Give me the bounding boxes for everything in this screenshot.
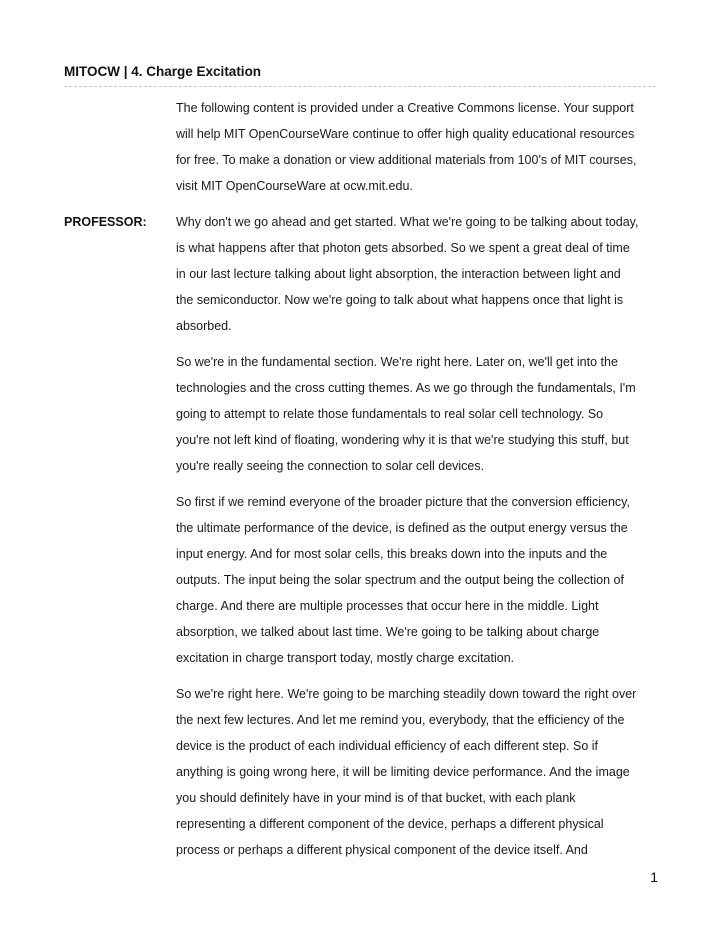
text-line: the next few lectures. And let me remind you, everybody, that the efficiency of the bbox=[176, 713, 625, 727]
page-header bbox=[64, 62, 656, 87]
text-line: absorbed. bbox=[176, 319, 232, 333]
paragraph bbox=[176, 349, 676, 479]
text-line: you should definitely have in your mind is of that bucket, with each plank bbox=[176, 791, 576, 805]
text-line: So we're in the fundamental section. We're right here. Later on, we'll get into the bbox=[176, 355, 618, 369]
document-title: MITOCW | 4. Charge Excitation bbox=[64, 64, 262, 79]
text-line: you're not left kind of floating, wondering why it is that we're studying this stuff, but bbox=[176, 433, 629, 447]
text-line: for free. To make a donation or view additional materials from 100's of MIT courses, bbox=[176, 153, 637, 167]
text-line: in our last lecture talking about light absorption, the interaction between light and bbox=[176, 267, 621, 281]
page-number: 1 bbox=[650, 869, 658, 885]
transcript-body bbox=[0, 95, 720, 873]
transcript-block bbox=[0, 681, 720, 863]
text-line: device is the product of each individual efficiency of each different step. So if bbox=[176, 739, 599, 753]
transcript-block bbox=[0, 209, 720, 339]
text-line: outputs. The input being the solar spectrum and the output being the collection of bbox=[176, 573, 624, 587]
paragraph bbox=[176, 209, 676, 339]
text-line: So we're right here. We're going to be marching steadily down toward the right over bbox=[176, 687, 637, 701]
header-divider bbox=[64, 86, 656, 87]
text-line: absorption, we talked about last time. We're going to be talking about charge bbox=[176, 625, 600, 639]
text-line: charge. And there are multiple processes that occur here in the middle. Light bbox=[176, 599, 599, 613]
text-line: going to attempt to relate those fundamentals to real solar cell technology. So bbox=[176, 407, 604, 421]
text-line: anything is going wrong here, it will be limiting device performance. And the image bbox=[176, 765, 630, 779]
text-line: will help MIT OpenCourseWare continue to offer high quality educational resources bbox=[176, 127, 635, 141]
text-line: technologies and the cross cutting themes. As we go through the fundamentals, I'm bbox=[176, 381, 636, 395]
speaker-label: PROFESSOR: bbox=[64, 215, 147, 229]
paragraph bbox=[176, 489, 676, 671]
text-line: process or perhaps a different physical component of the device itself. And bbox=[176, 843, 588, 857]
text-line: visit MIT OpenCourseWare at ocw.mit.edu. bbox=[176, 179, 413, 193]
text-line: So first if we remind everyone of the broader picture that the conversion efficiency, bbox=[176, 495, 630, 509]
text-line: excitation in charge transport today, mostly charge excitation. bbox=[176, 651, 515, 665]
text-line: The following content is provided under a Creative Commons license. Your support bbox=[176, 101, 634, 115]
text-line: representing a different component of the device, perhaps a different physical bbox=[176, 817, 604, 831]
text-line: the semiconductor. Now we're going to talk about what happens once that light is bbox=[176, 293, 624, 307]
transcript-block bbox=[0, 349, 720, 479]
transcript-block bbox=[0, 489, 720, 671]
transcript-block bbox=[0, 95, 720, 199]
text-line: you're really seeing the connection to solar cell devices. bbox=[176, 459, 485, 473]
text-line: Why don't we go ahead and get started. What we're going to be talking about today, bbox=[176, 215, 639, 229]
paragraph bbox=[176, 681, 676, 863]
text-line: input energy. And for most solar cells, this breaks down into the inputs and the bbox=[176, 547, 608, 561]
text-line: is what happens after that photon gets absorbed. So we spent a great deal of time bbox=[176, 241, 630, 255]
paragraph bbox=[176, 95, 676, 199]
text-line: the ultimate performance of the device, is defined as the output energy versus the bbox=[176, 521, 628, 535]
